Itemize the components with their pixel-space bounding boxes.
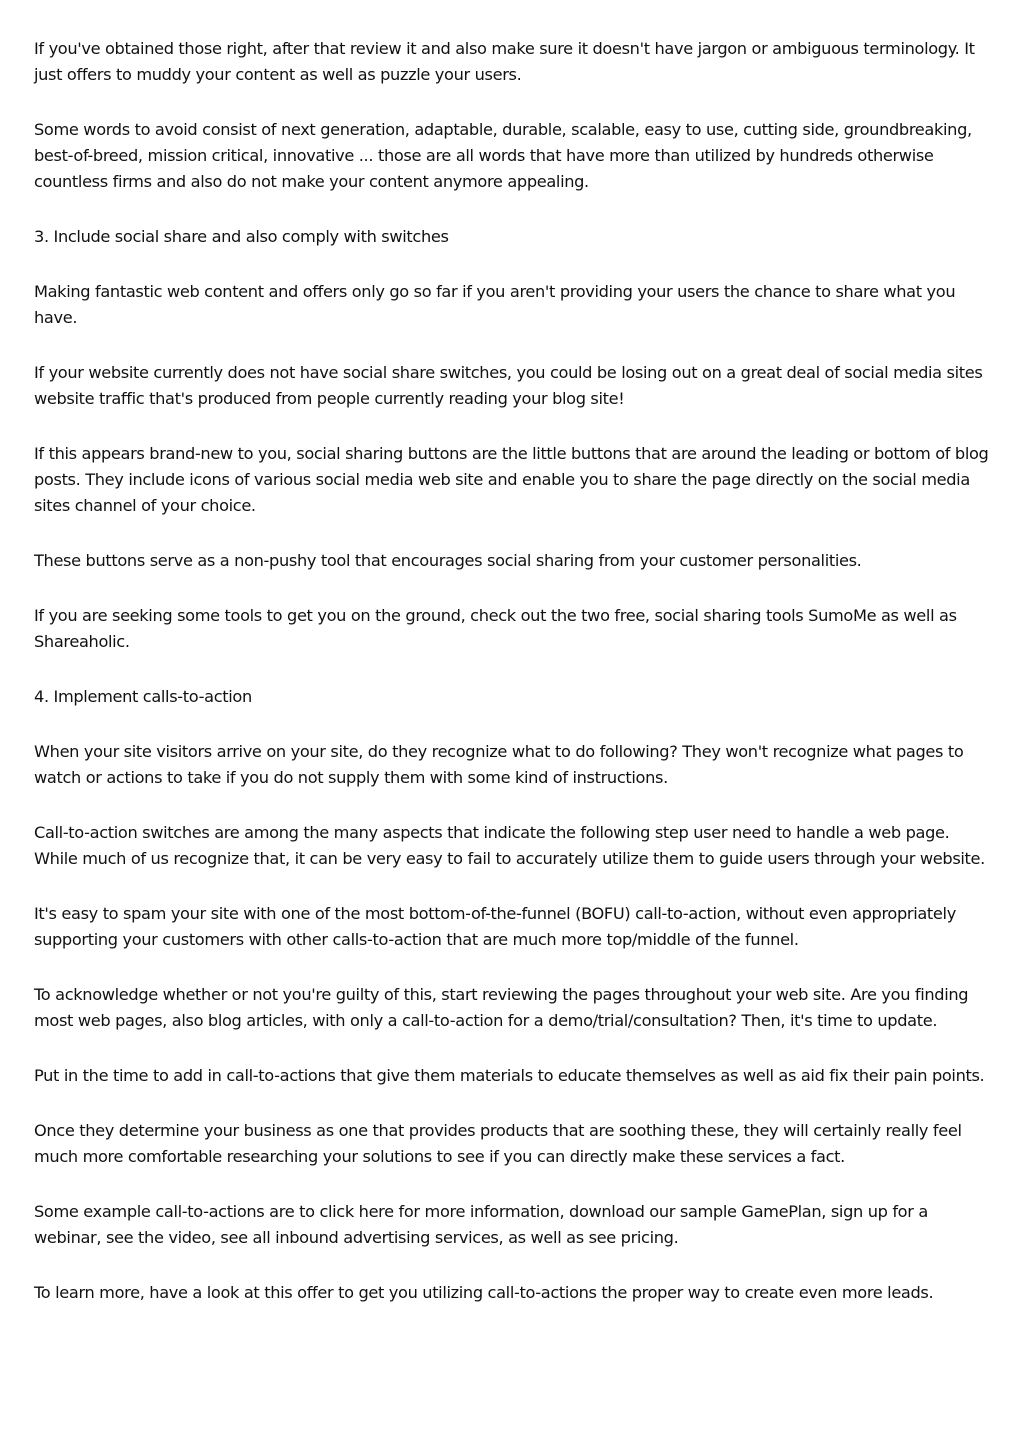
paragraph-sharing-buttons: If this appears brand-new to you, social sharing buttons are the little buttons that are around the leading or bottom of blog posts. They include icons of various social media web site and enable you to share the page directly on the social media sites channel of your choice. xyxy=(34,444,989,515)
paragraph-non-pushy-tool: These buttons serve as a non-pushy tool that encourages social sharing from your customer personalities. xyxy=(34,551,862,570)
paragraph-making-content: Making fantastic web content and offers only go so far if you aren't providing your users the chance to share what you have. xyxy=(34,282,956,327)
paragraph-cta-switches: Call-to-action switches are among the many aspects that indicate the following step user need to handle a web page. While much of us recognize that, it can be very easy to fail to accurately utilize them to guide users through your website. xyxy=(34,823,985,868)
paragraph-words-to-avoid: Some words to avoid consist of next generation, adaptable, durable, scalable, easy to use, cutting side, groundbreaking, best-of-breed, mission critical, innovative ... those are all words that have more than utilized by hundreds otherwise countless firms and also do not make your content anymore appealing. xyxy=(34,120,972,191)
heading-social-share: 3. Include social share and also comply with switches xyxy=(34,227,449,246)
paragraph-social-switches: If your website currently does not have social share switches, you could be losing out on a great deal of social media sites website traffic that's produced from people currently reading your blog site! xyxy=(34,363,983,408)
paragraph-site-visitors: When your site visitors arrive on your site, do they recognize what to do following? They won't recognize what pages to watch or actions to take if you do not supply them with some kind of instructions. xyxy=(34,742,964,787)
paragraph-once-they-determine: Once they determine your business as one that provides products that are soothing these, they will certainly really feel much more comfortable researching your solutions to see if you can directly make these services a fact. xyxy=(34,1121,962,1166)
paragraph-learn-more: To learn more, have a look at this offer to get you utilizing call-to-actions the proper way to create even more leads. xyxy=(34,1283,934,1302)
paragraph-example-ctas: Some example call-to-actions are to click here for more information, download our sample GamePlan, sign up for a webinar, see the video, see all inbound advertising services, as well as see pricing. xyxy=(34,1202,928,1247)
document-body xyxy=(34,36,994,1335)
paragraph-sharing-tools: If you are seeking some tools to get you on the ground, check out the two free, social sharing tools SumoMe as well as Shareaholic. xyxy=(34,606,957,651)
paragraph-acknowledge: To acknowledge whether or not you're guilty of this, start reviewing the pages throughout your web site. Are you finding most web pages, also blog articles, with only a call-to-action for a demo/trial/consultation? Then, it's time to update. xyxy=(34,985,969,1030)
paragraph-put-in-time: Put in the time to add in call-to-actions that give them materials to educate themselves as well as aid fix their pain points. xyxy=(34,1066,985,1085)
heading-calls-to-action: 4. Implement calls-to-action xyxy=(34,687,252,706)
paragraph-jargon: If you've obtained those right, after that review it and also make sure it doesn't have jargon or ambiguous terminology. It just offers to muddy your content as well as puzzle your users. xyxy=(34,39,975,84)
paragraph-bofu: It's easy to spam your site with one of the most bottom-of-the-funnel (BOFU) call-to-action, without even appropriately supporting your customers with other calls-to-action that are much more top/middle of the funnel. xyxy=(34,904,956,949)
